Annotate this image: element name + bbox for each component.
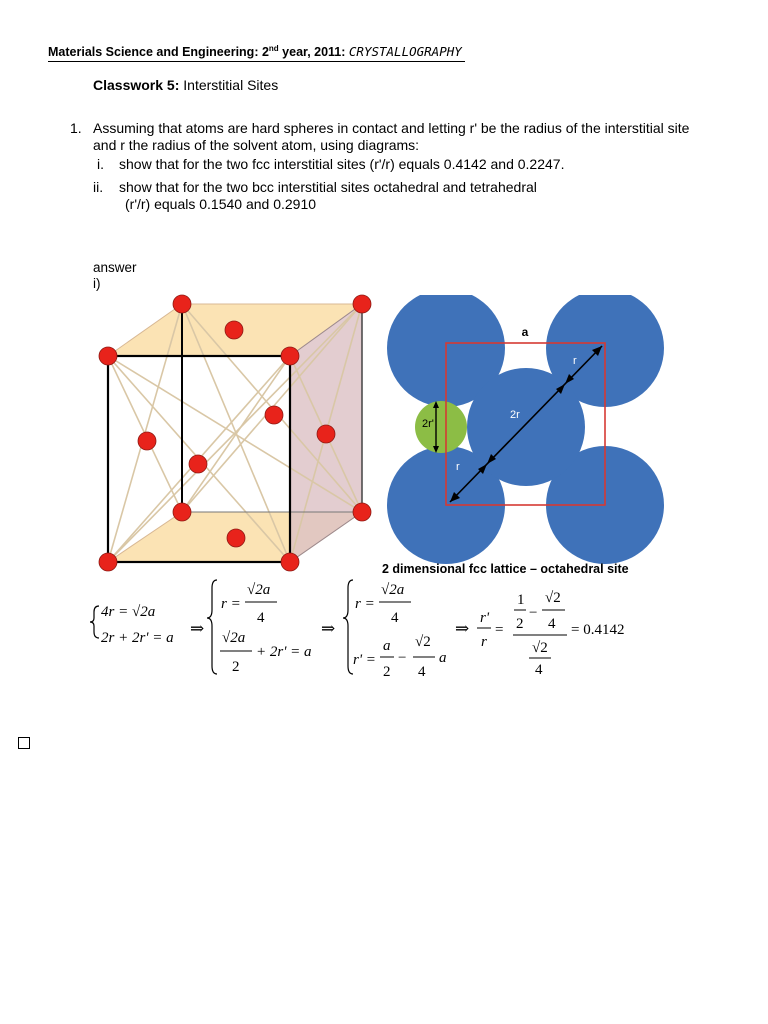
sys2-tail: + 2r' = a xyxy=(256,644,312,660)
question-text: Assuming that atoms are hard spheres in contact and letting r' be the radius of the interstitial site and r the radius of the solvent atom, using diagrams: xyxy=(93,120,690,153)
document-header xyxy=(48,44,462,59)
implies-arrow-2: ⇒ xyxy=(321,619,336,638)
two-r-label: 2r xyxy=(510,409,520,421)
frac-two: 2 xyxy=(516,616,524,632)
sys3-minus: − xyxy=(398,650,407,666)
frac-four: 4 xyxy=(548,616,556,632)
sys3-den: 4 xyxy=(391,610,399,626)
header-underline xyxy=(48,61,465,62)
brace-icon xyxy=(343,580,353,674)
classwork-title xyxy=(93,77,278,93)
sys3-four: 4 xyxy=(418,664,426,680)
edge-label: a xyxy=(521,325,529,339)
answer-label: answer xyxy=(93,260,137,275)
sys3-tail-a: a xyxy=(439,650,447,666)
sys2-num: √2a xyxy=(247,582,271,598)
checkbox-glyph xyxy=(18,737,30,749)
sys1-line2: 2r + 2r' = a xyxy=(101,630,174,646)
item-text-continued: (r'/r) equals 0.1540 and 0.2910 xyxy=(125,196,317,212)
frac-one: 1 xyxy=(517,592,525,608)
sys3-lhs2: r' = xyxy=(353,652,376,668)
question-item-ii xyxy=(93,179,693,213)
sys3-two: 2 xyxy=(383,664,391,680)
sys3-sqrt2: √2 xyxy=(415,634,431,650)
sys2-lhs: r = xyxy=(221,596,241,612)
ordinal-suffix: nd xyxy=(268,44,279,53)
question-number: 1. xyxy=(70,120,82,136)
result: = 0.4142 xyxy=(571,622,625,638)
implies-arrow-3: ⇒ xyxy=(455,619,470,638)
classwork-label: Classwork 5: xyxy=(93,77,180,93)
course-title: Materials Science and Engineering: 2 xyxy=(48,45,269,60)
r-label-bottom: r xyxy=(456,461,460,473)
question-text-block xyxy=(93,120,693,213)
frac-den-four: 4 xyxy=(535,662,543,678)
item-text: show that for the two fcc interstitial sites (r'/r) equals 0.4142 and 0.2247. xyxy=(119,156,565,172)
frac-den-sqrt2: √2 xyxy=(532,640,548,656)
derivation-equations xyxy=(85,572,725,682)
topic-title: CRYSTALLOGRAPHY xyxy=(348,44,462,60)
frac-sqrt2: √2 xyxy=(545,590,561,606)
site-label: 2r' xyxy=(422,418,434,430)
sys2-den: 4 xyxy=(257,610,265,626)
sys3-num: √2a xyxy=(381,582,405,598)
implies-arrow: ⇒ xyxy=(190,619,205,638)
ratio-den: r xyxy=(481,634,487,650)
item-text: show that for the two bcc interstitial sites octahedral and tetrahedral xyxy=(119,179,537,195)
item-number: ii. xyxy=(93,179,104,195)
r-label-top: r xyxy=(573,355,577,367)
answer-heading xyxy=(93,260,137,292)
frac-minus: − xyxy=(529,605,538,621)
classwork-topic: Interstitial Sites xyxy=(179,77,279,93)
sys1-line1: 4r = √2a xyxy=(101,604,156,620)
lattice-caption: 2 dimensional fcc lattice – octahedral site xyxy=(382,562,629,576)
item-number: i. xyxy=(97,156,104,172)
sys3-lhs: r = xyxy=(355,596,375,612)
brace-icon xyxy=(207,580,217,674)
sys2-den-2: 2 xyxy=(232,659,240,675)
question-item-i xyxy=(93,156,693,173)
equals-sign: = xyxy=(495,622,504,638)
brace-icon xyxy=(90,606,99,638)
year-text: year, 2011: xyxy=(278,45,349,60)
ratio-num: r' xyxy=(480,610,490,626)
fcc-unit-cell-diagram xyxy=(90,290,390,580)
sys2-num-2: √2a xyxy=(222,630,246,646)
sys3-a: a xyxy=(383,638,391,654)
fcc-2d-lattice-diagram xyxy=(380,295,670,585)
answer-part: i) xyxy=(93,276,101,291)
